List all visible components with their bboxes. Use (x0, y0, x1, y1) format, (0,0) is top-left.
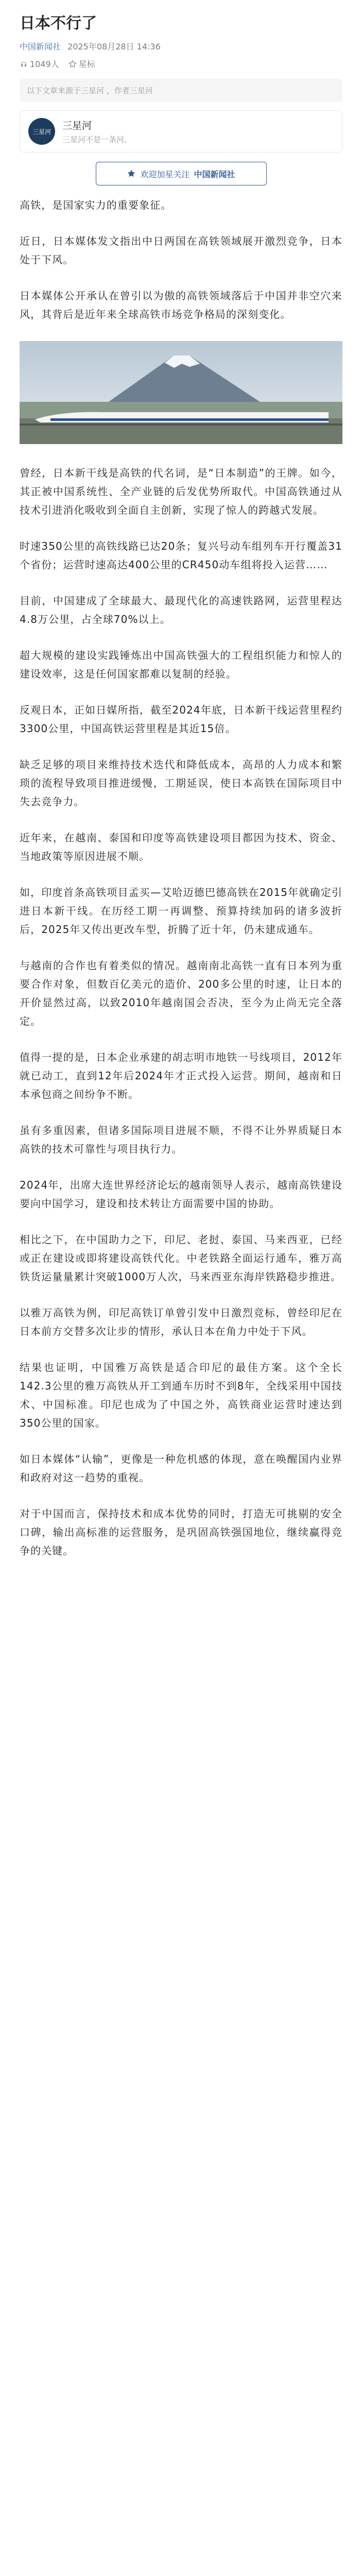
source-link[interactable]: 中国新闻社 (20, 42, 61, 52)
follow-banner[interactable] (96, 162, 267, 185)
follow-text: 欢迎加星关注 (140, 169, 190, 179)
star-label: 星标 (78, 59, 95, 69)
paragraph: 如日本媒体“认输”，更像是一种危机感的体现，意在唤醒国内业界和政府对这一趋势的重视。 (20, 1453, 342, 1484)
author-card[interactable] (20, 110, 342, 152)
paragraph: 值得一提的是，日本企业承建的胡志明市地铁一号线项目，2012年就已动工，直到12年后2024年才正式投入运营。期间，越南和日本承包商之间纷争不断。 (20, 1051, 342, 1100)
author-info (62, 118, 132, 145)
article-meta (20, 41, 342, 53)
paragraph: 缺乏足够的项目来维持技术迭代和降低成本，高昂的人力成本和繁琐的流程导致项目推进缓慢，工期延误，使日本高铁在国际项目中失去竞争力。 (20, 758, 342, 808)
paragraph: 高铁，是国家实力的重要象征。 (20, 199, 172, 211)
views-count: 1049人 (30, 59, 59, 69)
paragraph: 2024年，出席大连世界经济论坛的越南领导人表示，越南高铁建设要向中国学习，建设和技术转让方面需要中国的协助。 (20, 1179, 342, 1210)
follow-brand: 中国新闻社 (194, 169, 235, 179)
star-icon (127, 169, 136, 178)
paragraph: 结果也证明，中国雅万高铁是适合印尼的最佳方案。这个全长142.3公里的雅万高铁从开工到通车历时不到8年，全线采用中国技术、中国标准。印尼也成为了中国之外，高铁商业运营时速达到350公里的国家。 (20, 1361, 342, 1429)
author-desc: 三星河不是一条河。 (62, 135, 132, 144)
source-intro: 以下文章来源于三星河 ，作者三星河 (20, 79, 342, 102)
paragraph: 以雅万高铁为例，印尼高铁订单曾引发中日激烈竞标，曾经印尼在日本前方交替多次让步的情形，承认日本在角力中处于下风。 (20, 1307, 342, 1337)
paragraph: 近日，日本媒体发文指出中日两国在高铁领域展开激烈竞争，日本处于下风。 (20, 235, 342, 266)
publish-datetime: 2025年08月28日 14:36 (67, 42, 161, 52)
paragraph: 近年来，在越南、泰国和印度等高铁建设项目都因为技术、资金、当地政策等原因进展不顺。 (20, 832, 342, 862)
paragraph: 如，印度首条高铁项目孟买—艾哈迈德巴德高铁在2015年就确定引进日本新干线。在历经工期一再调整、预算持续加码的诸多波折后，2025年又传出更改车型，折腾了近十年，仍未建成通车。 (20, 886, 342, 936)
paragraph: 时速350公里的高铁线路已达20条；复兴号动车组列车开行覆盖31个省份；运营时速高达400公里的CR450动车组将投入运营…… (20, 540, 342, 571)
headphone-icon (20, 60, 28, 68)
paragraph: 目前，中国建成了全球最大、最现代化的高速铁路网，运营里程达4.8万公里，占全球70%以上。 (20, 595, 342, 625)
train-photo (20, 341, 342, 444)
paragraph: 超大规模的建设实践锤炼出中国高铁强大的工程组织能力和惊人的建设效率，这是任何国家都难以复制的经验。 (20, 649, 342, 680)
listen-count[interactable] (20, 58, 59, 70)
article-body (20, 196, 342, 1560)
paragraph: 反观日本，正如日媒所指，截至2024年底，日本新干线运营里程约3300公里，中国高铁运营里程是其近15倍。 (20, 704, 342, 735)
paragraph: 相比之下，在中国助力之下，印尼、老挝、泰国、马来西亚，已经或正在建设或即将建设高铁代化。中老铁路全面运行通车，雅万高铁货运量量累计突破1000万人次，马来西亚东海岸铁路稳步推进。 (20, 1233, 342, 1283)
author-name: 三星河 (62, 120, 92, 131)
star-icon (68, 60, 77, 68)
paragraph: 与越南的合作也有着类似的情况。越南南北高铁一直有日本列为重要合作对象，但数百亿美元的造价、200多公里的时速，让日本的开价显然过高，以致2010年越南国会否决，至今为止尚无完全落定。 (20, 959, 342, 1027)
paragraph: 对于中国而言，保持技术和成本优势的同时，打造无可挑剔的安全口碑，输出高标准的运营服务，是巩固高铁强国地位，继续赢得竞争的关键。 (20, 1507, 342, 1557)
paragraph: 日本媒体公开承认在曾引以为傲的高铁领域落后于中国并非空穴来风，其背后是近年来全球高铁市场竞争格局的深刻变化。 (20, 290, 342, 320)
avatar: 三星河 (28, 118, 55, 145)
star-toggle[interactable] (68, 58, 95, 70)
paragraph: 虽有多重因素，但诸多国际项目进展不顺，不得不让外界质疑日本高铁的技术可靠性与项目执行力。 (20, 1124, 342, 1155)
paragraph: 曾经，日本新干线是高铁的代名词，是“日本制造”的王牌。如今，其正被中国系统性、全产业链的后发优势所取代。中国高铁通过从技术引进消化吸收到全面自主创新，实现了惊人的跨越式发展。 (20, 467, 342, 516)
article-title: 日本不行了 (20, 14, 97, 32)
article-stats (20, 58, 342, 70)
